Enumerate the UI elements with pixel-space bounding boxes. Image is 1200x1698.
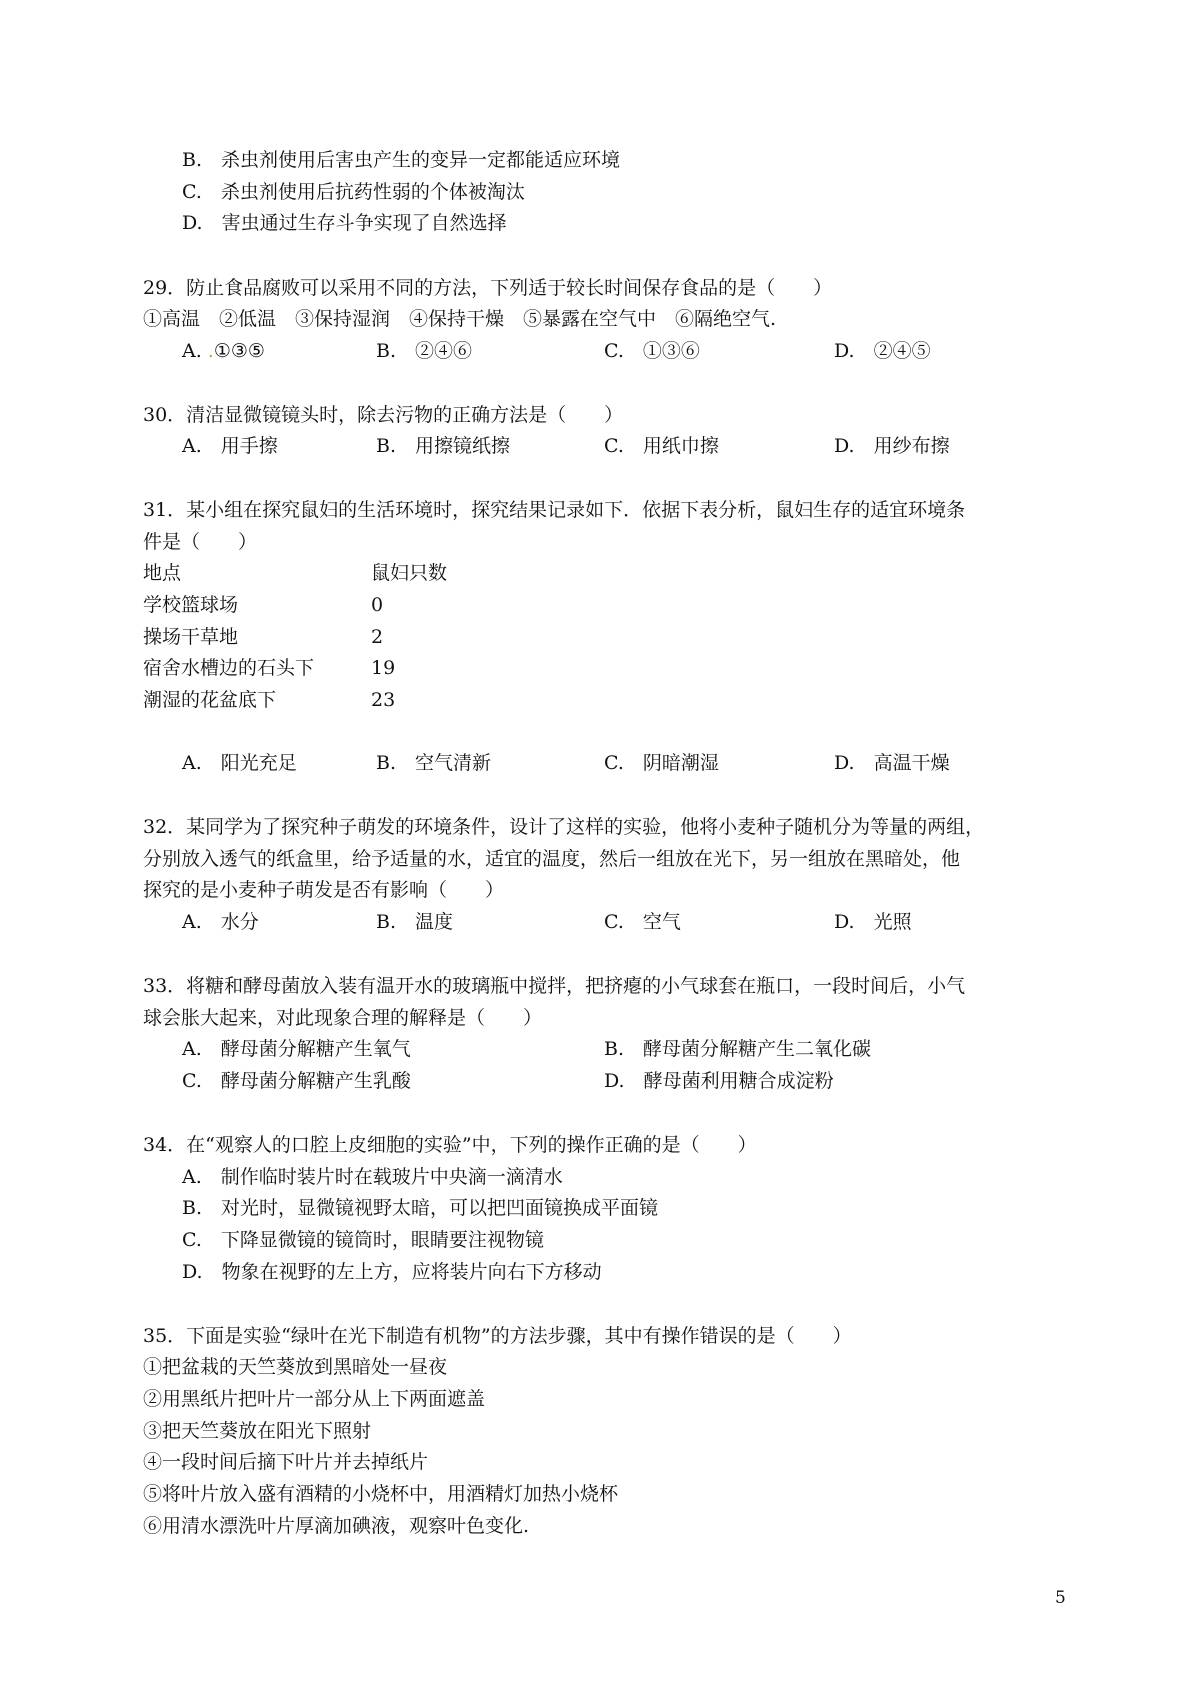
q34-stem: 34．在“观察人的口腔上皮细胞的实验”中，下列的操作正确的是（ ）: [143, 1134, 757, 1156]
q33-option-a: A. 酵母菌分解糖产生氧气: [182, 1038, 411, 1060]
q35-step: ③把天竺葵放在阳光下照射: [143, 1420, 372, 1442]
q33-option-c: C. 酵母菌分解糖产生乳酸: [182, 1070, 411, 1092]
q34-option-c: C. 下降显微镜的镜筒时，眼睛要注视物镜: [182, 1229, 544, 1251]
q35-step: ⑤将叶片放入盛有酒精的小烧杯中，用酒精灯加热小烧杯: [143, 1483, 619, 1505]
page-number: 5: [1055, 1588, 1066, 1608]
q32-option-b: B. 温度: [376, 911, 454, 933]
q34-option-d: D. 物象在视野的左上方，应将装片向右下方移动: [182, 1261, 602, 1283]
q31-table-header-count: 鼠妇只数: [371, 562, 448, 584]
q33-option-b: B. 酵母菌分解糖产生二氧化碳: [604, 1038, 872, 1060]
q33-option-d: D. 酵母菌利用糖合成淀粉: [604, 1070, 834, 1092]
q31-option-b: B. 空气清新: [376, 752, 492, 774]
q28-option-b: B. 杀虫剂使用后害虫产生的变异一定都能适应环境: [182, 149, 621, 171]
q31-stem-line2: 件是（ ）: [143, 531, 258, 553]
q30-option-b: B. 用擦镜纸擦: [376, 435, 511, 457]
q29-option-b: B. ②④⑥: [376, 340, 473, 362]
q32-option-d: D. 光照: [834, 911, 912, 933]
q28-option-c: C. 杀虫剂使用后抗药性弱的个体被淘汰: [182, 181, 525, 203]
q31-table-header-location: 地点: [143, 562, 182, 584]
q29-items: ①高温 ②低温 ③保持湿润 ④保持干燥 ⑤暴露在空气中 ⑥隔绝空气.: [143, 308, 777, 330]
q29-option-d: D. ②④⑤: [834, 340, 931, 362]
q35-step: ⑥用清水漂洗叶片厚滴加碘液，观察叶色变化.: [143, 1515, 530, 1537]
q29-option-a: A. .①③⑤: [182, 340, 265, 362]
q31-table-cell: 潮湿的花盆底下: [143, 689, 277, 711]
q31-option-a: A. 阳光充足: [182, 752, 297, 774]
q31-table-cell: 学校篮球场: [143, 594, 239, 616]
q30-option-c: C. 用纸巾擦: [604, 435, 719, 457]
q30-option-d: D. 用纱布擦: [834, 435, 950, 457]
q35-step: ①把盆栽的天竺葵放到黑暗处一昼夜: [143, 1356, 448, 1378]
q32-option-c: C. 空气: [604, 911, 681, 933]
q32-stem-line2: 分别放入透气的纸盒里，给予适量的水，适宜的温度，然后一组放在光下，另一组放在黑暗处，他: [143, 848, 961, 870]
q35-step: ②用黑纸片把叶片一部分从上下两面遮盖: [143, 1388, 486, 1410]
q32-stem-line3: 探究的是小麦种子萌发是否有影响（ ）: [143, 879, 505, 901]
q35-stem: 35．下面是实验“绿叶在光下制造有机物”的方法步骤，其中有操作错误的是（ ）: [143, 1325, 852, 1347]
q31-table-cell: 19: [371, 657, 396, 679]
q31-table-cell: 操场干草地: [143, 626, 239, 648]
q31-table-cell: 0: [371, 594, 384, 616]
q33-stem-line2: 球会胀大起来，对此现象合理的解释是（ ）: [143, 1007, 543, 1029]
q29-stem: 29．防止食品腐败可以采用不同的方法，下列适于较长时间保存食品的是（ ）: [143, 277, 833, 299]
q30-option-a: A. 用手擦: [182, 435, 278, 457]
q33-stem-line1: 33．将糖和酵母菌放入装有温开水的玻璃瓶中搅拌，把挤瘪的小气球套在瓶口，一段时间后，小气: [143, 975, 966, 997]
q31-option-c: C. 阴暗潮湿: [604, 752, 719, 774]
q30-stem: 30．清洁显微镜镜头时，除去污物的正确方法是（ ）: [143, 404, 624, 426]
q34-option-a: A. 制作临时装片时在载玻片中央滴一滴清水: [182, 1166, 563, 1188]
q32-option-a: A. 水分: [182, 911, 259, 933]
q34-option-b: B. 对光时，显微镜视野太暗，可以把凹面镜换成平面镜: [182, 1197, 659, 1219]
q31-stem-line1: 31．某小组在探究鼠妇的生活环境时，探究结果记录如下．依据下表分析，鼠妇生存的适宜环境条: [143, 499, 966, 521]
q31-table-cell: 宿舍水槽边的石头下: [143, 657, 315, 679]
q32-stem-line1: 32．某同学为了探究种子萌发的环境条件，设计了这样的实验，他将小麦种子随机分为等量的两组，: [143, 816, 985, 838]
q35-step: ④一段时间后摘下叶片并去掉纸片: [143, 1451, 429, 1473]
q31-table-cell: 2: [371, 626, 384, 648]
q28-option-d: D. 害虫通过生存斗争实现了自然选择: [182, 212, 507, 234]
q31-option-d: D. 高温干燥: [834, 752, 950, 774]
q29-option-c: C. ①③⑥: [604, 340, 700, 362]
q31-table-cell: 23: [371, 689, 396, 711]
